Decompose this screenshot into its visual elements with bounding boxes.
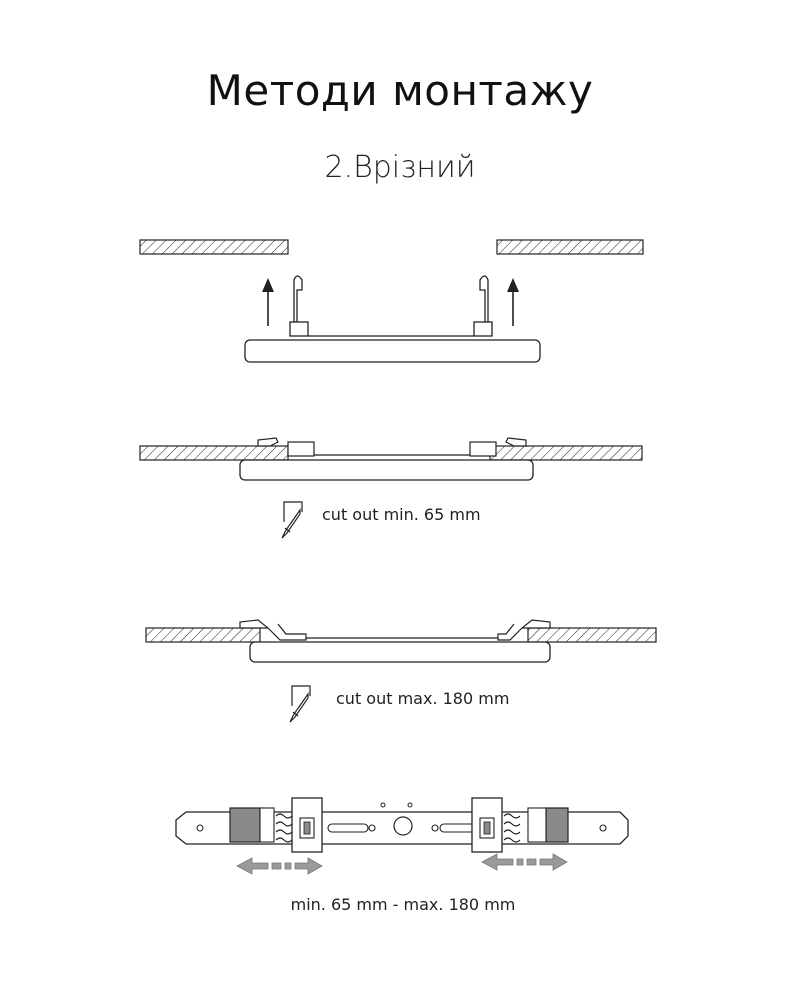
ceiling-right	[497, 240, 643, 254]
ceiling-left	[140, 446, 288, 460]
step-max-cutout	[146, 620, 656, 722]
arrow-up-icon	[507, 278, 519, 326]
ceiling-left	[140, 240, 288, 254]
step-label-min: cut out min. 65 mm	[322, 505, 481, 524]
step-insert	[140, 240, 643, 362]
cutter-knife-icon	[282, 502, 302, 538]
cutter-knife-icon	[290, 686, 310, 722]
ceiling-right	[490, 446, 642, 460]
arrow-up-icon	[262, 278, 274, 326]
led-panel	[245, 336, 540, 362]
page-title: Методи монтажу	[206, 66, 594, 115]
ceiling-right	[528, 628, 656, 642]
spring-clip-left	[290, 276, 308, 336]
adjust-arrows-icon	[237, 858, 322, 874]
mounting-bracket	[176, 798, 628, 914]
page-subtitle: 2.Врізний	[324, 150, 476, 185]
ceiling-left	[146, 628, 260, 642]
bracket-range-label: min. 65 mm - max. 180 mm	[290, 895, 516, 914]
led-panel	[250, 638, 550, 662]
adjust-arrows-icon	[482, 854, 567, 870]
spring-clip-right	[474, 276, 492, 336]
step-min-cutout	[140, 438, 642, 538]
step-label-max: cut out max. 180 mm	[336, 689, 510, 708]
